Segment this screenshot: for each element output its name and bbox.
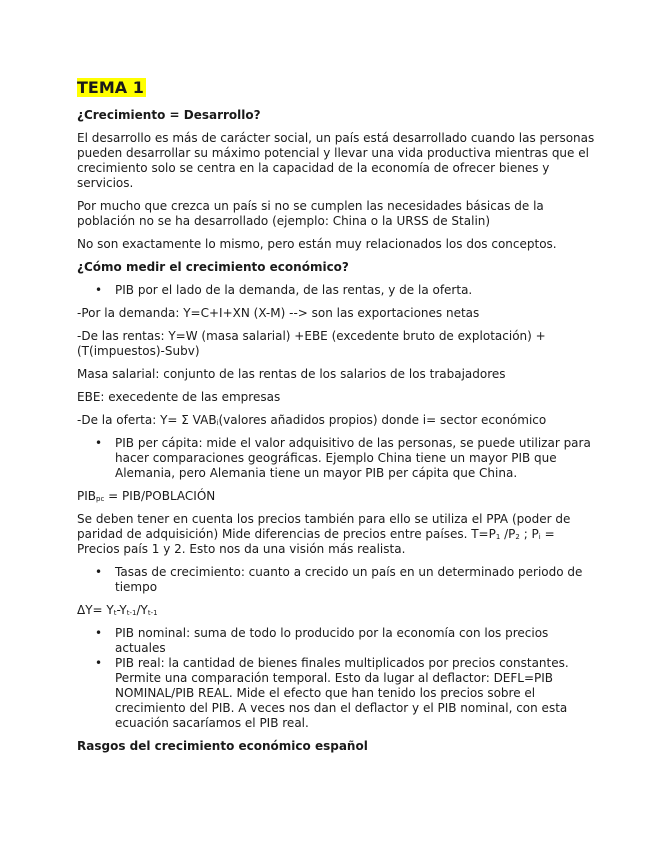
subscript: i: [216, 419, 219, 427]
formula-text: PIB: [77, 489, 97, 503]
subscript: t: [113, 609, 117, 617]
bullet-list-pib: [77, 283, 595, 298]
formula-text: ΔY= Y: [77, 603, 114, 617]
paragraph-ppa: [77, 512, 595, 557]
paragraph-desarrollo: El desarrollo es más de carácter social, un país está desarrollado cuando las personas pueden desarrollar su máximo potencial y llevar una vida productiva mientras que el crecimiento solo se centra en la capacidad de la economía de ofrecer bienes y servicios.: [77, 131, 595, 190]
formula-rentas: -De las rentas: Y=W (masa salarial) +EBE (excedente bruto de explotación) + (T(impuestos)-Subv): [77, 329, 546, 358]
formula-text: = PIB/POBLACIÓN: [104, 489, 216, 503]
list-item: • PIB nominal: suma de todo lo producido por la economía con los precios actuales: [115, 626, 595, 656]
section-heading-rasgos-espanol: Rasgos del crecimiento económico español: [77, 739, 368, 753]
list-item: • PIB per cápita: mide el valor adquisitivo de las personas, se puede utilizar para hacer comparaciones geográficas. Ejemplo China tiene un mayor PIB que Alemania, pero Alemania tiene un mayor PIB per cápita que China.: [115, 436, 595, 481]
page-title: TEMA 1: [77, 78, 144, 97]
subscript: i: [538, 533, 541, 541]
formula-tasa-crecimiento: [77, 603, 595, 618]
definition-masa-salarial: Masa salarial: conjunto de las rentas de los salarios de los trabajadores: [77, 367, 506, 381]
section-heading-medir-crecimiento: ¿Cómo medir el crecimiento económico?: [77, 260, 349, 274]
formula-text: /P: [500, 527, 516, 541]
formula-demanda: -Por la demanda: Y=C+I+XN (X-M) --> son las exportaciones netas: [77, 306, 480, 320]
bullet-list-pib-nominal-real: [77, 626, 595, 731]
subscript: 2: [515, 533, 520, 541]
formula-pib-pc: [77, 489, 595, 504]
bullet-list-tasas: [77, 565, 595, 595]
formula-text: (valores añadidos propios) donde i= sector económico: [218, 413, 547, 427]
definition-ebe: EBE: execedente de las empresas: [77, 390, 281, 404]
paragraph-crecimiento: Por mucho que crezca un país si no se cumplen las necesidades básicas de la población no se ha desarrollado (ejemplo: China o la URSS de Stalin): [77, 199, 544, 228]
list-item: • PIB real: la cantidad de bienes finales multiplicados por precios constantes. Permite una comparación temporal. Esto da lugar al deflactor: DEFL=PIB NOMINAL/PIB REAL. Mide el efecto que han tenido los precios sobre el crecimiento del PIB. A veces nos dan el deflactor y el PIB nominal, con esta ecuación sacaríamos el PIB real.: [115, 656, 595, 731]
subscript: pc: [96, 495, 105, 503]
subscript: 1: [495, 533, 501, 541]
formula-text: ; P: [519, 527, 539, 541]
paragraph-conceptos: No son exactamente lo mismo, pero están muy relacionados los dos conceptos.: [77, 237, 557, 251]
bullet-list-pib-per-capita: [77, 436, 595, 481]
formula-oferta: [77, 413, 595, 428]
formula-text: -Y: [116, 603, 127, 617]
formula-text: = Precios país 1 y 2. Esto nos da una visión más realista.: [77, 527, 555, 556]
subscript: t-1: [126, 609, 137, 617]
formula-text: -De la oferta: Y= Σ VAB: [77, 413, 217, 427]
formula-text: /Y: [136, 603, 148, 617]
section-heading-crecimiento-desarrollo: ¿Crecimiento = Desarrollo?: [77, 108, 261, 122]
list-item: • PIB por el lado de la demanda, de las rentas, y de la oferta.: [115, 283, 595, 298]
subscript: t-1: [147, 609, 158, 617]
list-item: • Tasas de crecimiento: cuanto a crecido un país en un determinado periodo de tiempo: [115, 565, 595, 595]
formula-text: Se deben tener en cuenta los precios también para ello se utiliza el PPA (poder de paridad de adquisición) Mide diferencias de precios entre países. T=P: [77, 512, 571, 541]
